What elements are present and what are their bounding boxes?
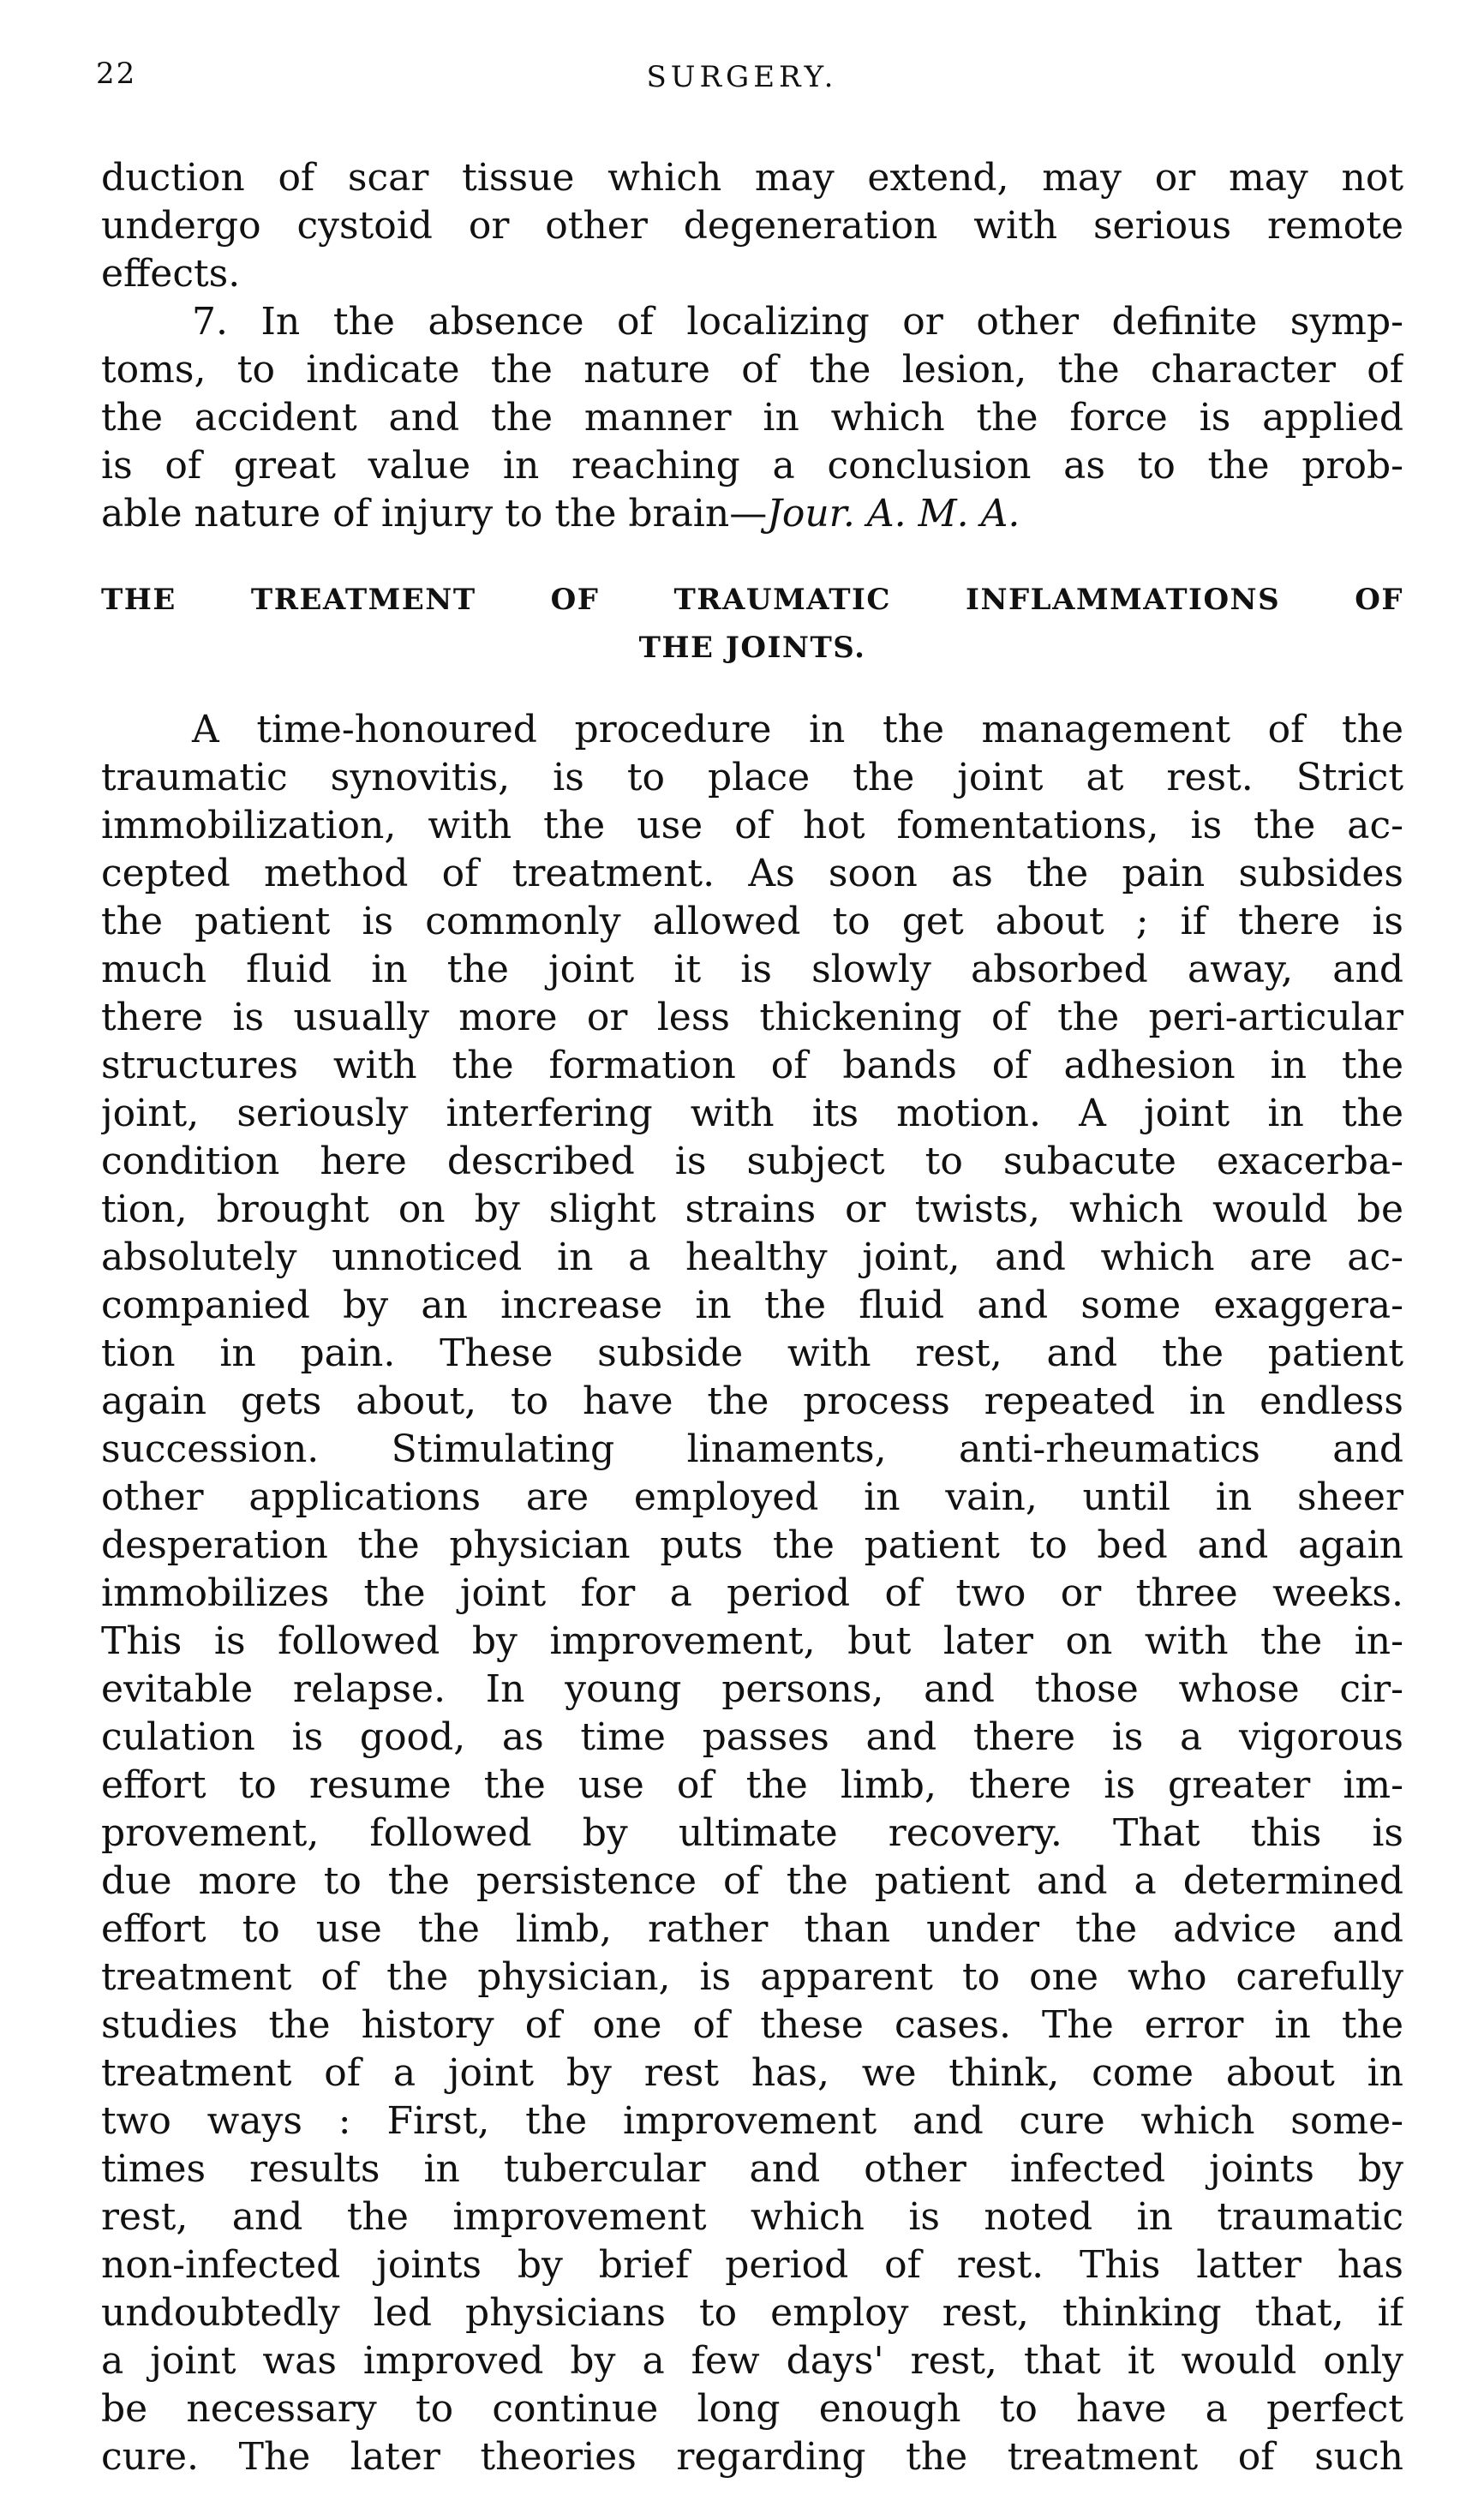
article-paragraph (101, 706, 1403, 2481)
heading-line: THE JOINTS. (638, 631, 866, 665)
text-line: much fluid in the joint it is slowly absorbed away, and (101, 948, 1403, 991)
heading-line: THE TREATMENT OF TRAUMATIC INFLAMMATIONS OF (101, 583, 1403, 617)
running-title: SURGERY. (646, 60, 838, 94)
text-line: rest, and the improvement which is noted in traumatic (101, 2195, 1403, 2239)
text-line: tion, brought on by slight strains or twists, which would be (101, 1188, 1403, 1231)
text-line: two ways : First, the improvement and cure which some- (101, 2099, 1403, 2143)
text-line: tion in pain. These subside with rest, and the patient (101, 1331, 1403, 1375)
text-line: the patient is commonly allowed to get about ; if there is (101, 900, 1403, 943)
text-line: 7. In the absence of localizing or other definite symp- (192, 300, 1403, 344)
text-line: studies the history of one of these cases. The error in the (101, 2003, 1403, 2047)
page-number: 22 (96, 57, 137, 91)
journal-citation: Jour. A. M. A. (767, 492, 1020, 536)
text-line: culation is good, as time passes and there is a vigorous (101, 1715, 1403, 1759)
text-line: is of great value in reaching a conclusion as to the prob- (101, 444, 1403, 488)
text-line: duction of scar tissue which may extend, may or may not (101, 156, 1403, 200)
text-line: toms, to indicate the nature of the lesion, the character of (101, 348, 1403, 392)
text-line: condition here described is subject to subacute exacerba- (101, 1140, 1403, 1183)
paragraph-point-7 (101, 298, 1403, 538)
text-line: cepted method of treatment. As soon as the pain subsides (101, 852, 1403, 895)
text-line: times results in tubercular and other infected joints by (101, 2147, 1403, 2191)
text-line: the accident and the manner in which the force is applied (101, 396, 1403, 440)
text-line: evitable relapse. In young persons, and those whose cir- (101, 1667, 1403, 1711)
text-line: joint, seriously interfering with its motion. A joint in the (101, 1092, 1403, 1135)
text-line: succession. Stimulating linaments, anti-rheumatics and (101, 1427, 1403, 1471)
paragraph-continued (101, 154, 1403, 298)
text-line: non-infected joints by brief period of rest. This latter has (101, 2243, 1403, 2287)
text-line: due more to the persistence of the patient and a determined (101, 1859, 1403, 1903)
text-fragment: able nature of injury to the brain— (101, 492, 768, 536)
text-line: A time-honoured procedure in the management of the (192, 708, 1403, 751)
text-line: This is followed by improvement, but later on with the in- (101, 1619, 1403, 1663)
text-line: immobilizes the joint for a period of two or three weeks. (101, 1571, 1403, 1615)
text-line: companied by an increase in the fluid and some exaggera- (101, 1283, 1403, 1327)
text-line: treatment of the physician, is apparent to one who carefully (101, 1955, 1403, 1999)
text-line: be necessary to continue long enough to have a perfect (101, 2387, 1403, 2431)
text-line: undergo cystoid or other degeneration with serious remote (101, 204, 1403, 248)
text-line: desperation the physician puts the patient to bed and again (101, 1523, 1403, 1567)
text-line: cure. The later theories regarding the treatment of such (101, 2435, 1403, 2479)
text-line: other applications are employed in vain, until in sheer (101, 1475, 1403, 1519)
text-line (101, 490, 1403, 538)
text-line: structures with the formation of bands of adhesion in the (101, 1044, 1403, 1087)
text-line: again gets about, to have the process repeated in endless (101, 1379, 1403, 1423)
text-line: effort to use the limb, rather than under the advice and (101, 1907, 1403, 1951)
text-line: provement, followed by ultimate recovery. That this is (101, 1811, 1403, 1855)
text-line: absolutely unnoticed in a healthy joint, and which are ac- (101, 1236, 1403, 1279)
text-line: immobilization, with the use of hot fomentations, is the ac- (101, 804, 1403, 847)
text-line: undoubtedly led physicians to employ rest, thinking that, if (101, 2291, 1403, 2335)
text-line: a joint was improved by a few days' rest, that it would only (101, 2339, 1403, 2383)
text-line: effects. (101, 252, 241, 296)
text-line: traumatic synovitis, is to place the joint at rest. Strict (101, 756, 1403, 799)
article-heading (101, 576, 1403, 672)
text-line: there is usually more or less thickening of the peri-articular (101, 996, 1403, 1039)
text-line: effort to resume the use of the limb, there is greater im- (101, 1763, 1403, 1807)
page-body (101, 154, 1403, 2481)
text-line: treatment of a joint by rest has, we think, come about in (101, 2051, 1403, 2095)
